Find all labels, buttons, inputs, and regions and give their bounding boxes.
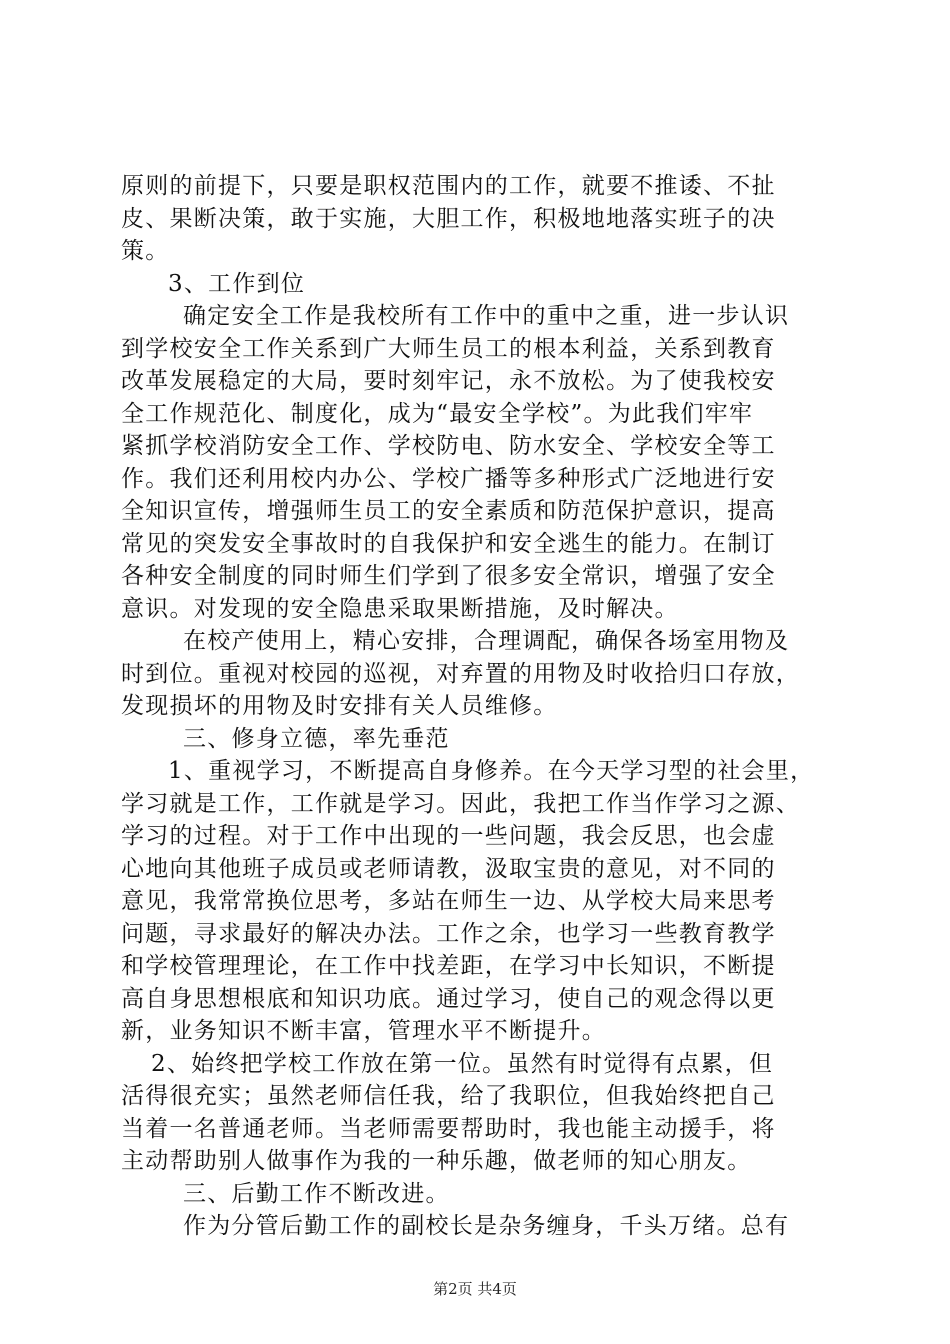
text-line: 3、工作到位 bbox=[168, 270, 306, 297]
text-line: 主动帮助别人做事作为我的一种乐趣，做老师的知心朋友。 bbox=[121, 1148, 752, 1174]
text-line: 问题，寻求最好的解决办法。工作之余，也学习一些教育教学 bbox=[121, 920, 776, 947]
text-line: 作。我们还利用校内办公、学校广播等多种形式广泛地进行安 bbox=[121, 465, 776, 492]
text-line: 全知识宣传，增强师生员工的安全素质和防范保护意识，提高 bbox=[121, 498, 776, 524]
text-line: 活得很充实；虽然老师信任我，给了我职位，但我始终把自己 bbox=[121, 1083, 776, 1109]
text-line: 三、后勤工作不断改进。 bbox=[183, 1180, 450, 1207]
page-footer: 第2页 共4页 bbox=[433, 1280, 517, 1298]
text-line: 时到位。重视对校园的巡视，对弃置的用物及时收拾归口存放， bbox=[121, 660, 800, 687]
text-line: 确定安全工作是我校所有工作中的重中之重，进一步认识 bbox=[183, 303, 790, 329]
text-line: 高自身思想根底和知识功底。通过学习，使自己的观念得以更 bbox=[121, 985, 776, 1012]
text-line: 新，业务知识不断丰富，管理水平不断提升。 bbox=[121, 1018, 606, 1044]
text-line: 改革发展稳定的大局，要时刻牢记，永不放松。为了使我校安 bbox=[121, 368, 776, 394]
text-line: 全工作规范化、制度化，成为“最安全学校”。为此我们牢牢 bbox=[121, 400, 754, 427]
text-line: 发现损坏的用物及时安排有关人员维修。 bbox=[121, 693, 558, 719]
text-line: 意见，我常常换位思考，多站在师生一边、从学校大局来思考 bbox=[121, 888, 776, 914]
text-line: 学习的过程。对于工作中出现的一些问题，我会反思，也会虚 bbox=[121, 823, 776, 849]
text-line: 三、修身立德，率先垂范 bbox=[183, 725, 450, 752]
text-line: 到学校安全工作关系到广大师生员工的根本利益，关系到教育 bbox=[121, 335, 776, 362]
text-line: 当着一名普通老师。当老师需要帮助时，我也能主动援手，将 bbox=[121, 1115, 776, 1142]
text-line: 策。 bbox=[121, 238, 170, 264]
text-line: 各种安全制度的同时师生们学到了很多安全常识，增强了安全 bbox=[121, 563, 776, 589]
text-line: 原则的前提下，只要是职权范围内的工作，就要不推诿、不扯 bbox=[121, 173, 776, 199]
text-line: 1、重视学习，不断提高自身修养。在今天学习型的社会里， bbox=[168, 758, 815, 784]
text-line: 作为分管后勤工作的副校长是杂务缠身，千头万绪。总有 bbox=[183, 1213, 790, 1239]
text-line: 皮、果断决策，敢于实施，大胆工作，积极地地落实班子的决 bbox=[121, 205, 776, 232]
text-line: 意识。对发现的安全隐患采取果断措施，及时解决。 bbox=[121, 595, 679, 622]
text-line: 2、始终把学校工作放在第一位。虽然有时觉得有点累，但 bbox=[151, 1050, 774, 1077]
text-line: 学习就是工作，工作就是学习。因此，我把工作当作学习之源、 bbox=[121, 790, 800, 817]
text-line: 和学校管理理论，在工作中找差距，在学习中长知识，不断提 bbox=[121, 953, 776, 979]
text-line: 心地向其他班子成员或老师请教，汲取宝贵的意见，对不同的 bbox=[121, 855, 776, 882]
document-body bbox=[121, 170, 833, 1243]
text-line: 常见的突发安全事故时的自我保护和安全逃生的能力。在制订 bbox=[121, 530, 776, 557]
text-line: 在校产使用上，精心安排，合理调配，确保各场室用物及 bbox=[183, 628, 790, 654]
text-line: 紧抓学校消防安全工作、学校防电、防水安全、学校安全等工 bbox=[121, 433, 776, 459]
